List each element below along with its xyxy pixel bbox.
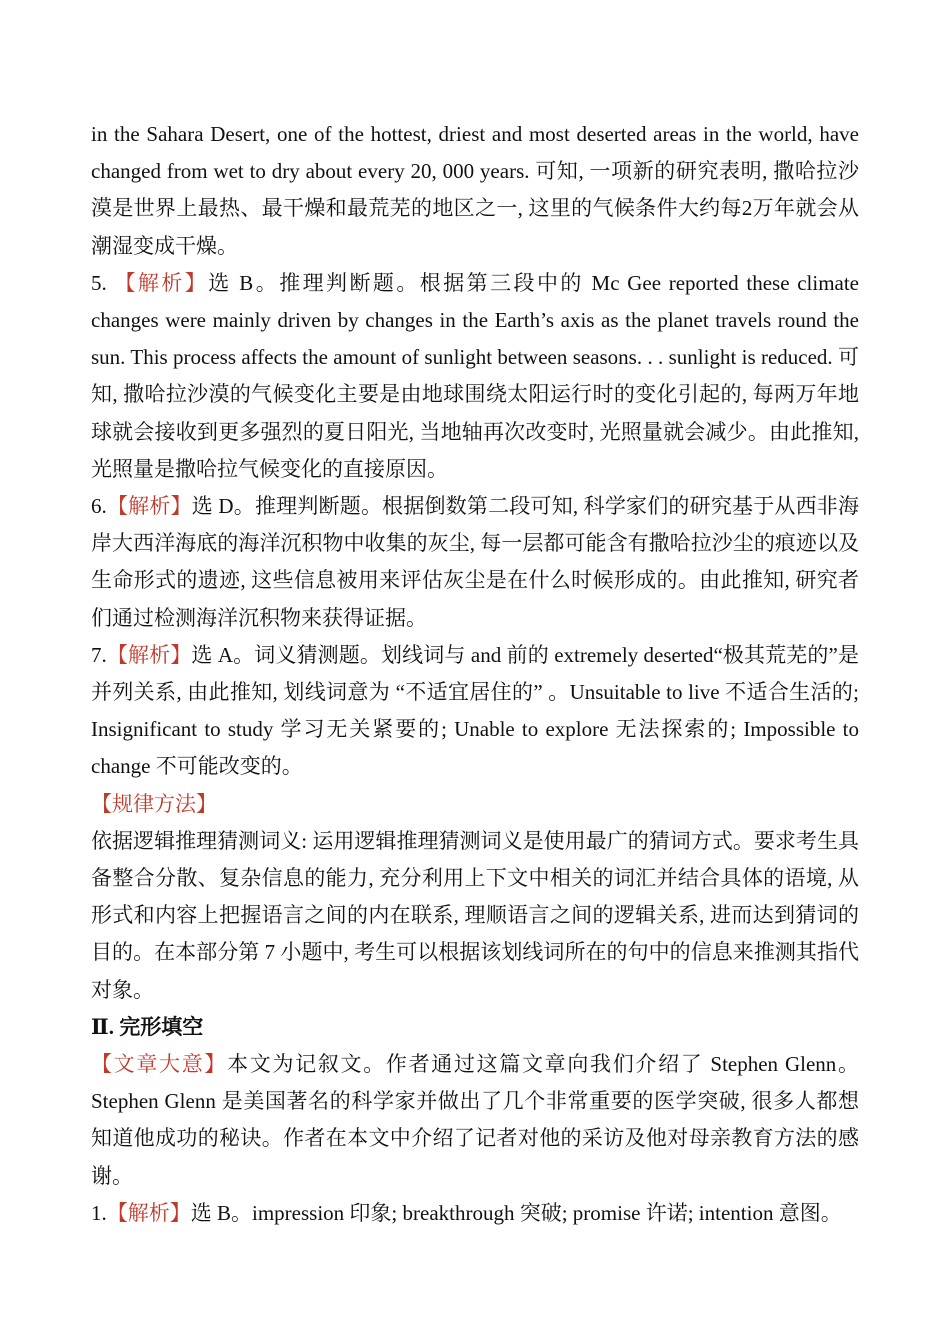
- paragraph-text: 依据逻辑推理猜测词义: 运用逻辑推理猜测词义是使用最广的猜词方式。要求考生具备整合分散、复杂信息的能力, 充分利用上下文中相关的词汇并结合具体的语境, 从形式和内容上把握语言之间的内在联系, 理顺语言之间的逻辑关系, 进而达到猜词的目的。在本部分第 7 小题中, 考生可以根据该划线词所在的句中的信息来推测其指代对象。: [91, 828, 859, 1002]
- analysis-tag: 【解析】: [114, 270, 209, 295]
- paragraph-text: 本文为记叙文。作者通过这篇文章向我们介绍了 Stephen Glenn。Stephen Glenn 是美国著名的科学家并做出了几个非常重要的医学突破, 很多人都想知道他成功的秘诀。作者在本文中介绍了记者对他的采访及他对母亲教育方法的感谢。: [91, 1052, 859, 1188]
- summary-tag: 【文章大意】: [91, 1052, 228, 1077]
- question-number: 7.: [91, 642, 107, 667]
- analysis-tag: 【解析】: [106, 1200, 191, 1225]
- paragraph-text: 选 B。推理判断题。根据第三段中的 Mc Gee reported these climate changes were mainly driven by changes in the Earth’s axis as the planet travels round the sun. This process affects the amount of sunlight between seasons. . . sunlight is reduced. 可知, 撒哈拉沙漠的气候变化主要是由地球围绕太阳运行时的变化引起的, 每两万年地球就会接收到更多强烈的夏日阳光, 当地轴再次改变时, 光照量就会减少。由此推知, 光照量是撒哈拉气候变化的直接原因。: [91, 270, 860, 481]
- paragraph-summary: [91, 1046, 859, 1195]
- question-number: 6.: [91, 494, 107, 519]
- method-heading: [91, 786, 859, 823]
- method-tag: 【规律方法】: [91, 791, 217, 816]
- section-title: Ⅱ. 完形填空: [91, 1014, 204, 1039]
- paragraph-cloze-q1: [91, 1195, 859, 1232]
- paragraph-method: [91, 823, 859, 1009]
- paragraph-q4-continuation: [91, 116, 859, 265]
- analysis-tag: 【解析】: [106, 642, 192, 667]
- question-number: 1.: [91, 1200, 107, 1225]
- document-page: [91, 116, 859, 1232]
- question-number: 5.: [91, 270, 115, 295]
- paragraph-text: 选 A。词义猜测题。划线词与 and 前的 extremely deserted“极其荒芜的”是并列关系, 由此推知, 划线词意为 “不适宜居住的” 。Unsuitable to live 不适合生活的; Insignificant to study 学习无关紧要的; Unable to explore 无法探索的; Impossible to change 不可能改变的。: [91, 642, 859, 779]
- paragraph-q5-analysis: [91, 265, 859, 488]
- paragraph-q7-analysis: [91, 637, 859, 786]
- paragraph-text: 选 D。推理判断题。根据倒数第二段可知, 科学家们的研究基于从西非海岸大西洋海底的海洋沉积物中收集的灰尘, 每一层都可能含有撒哈拉沙尘的痕迹以及生命形式的遗迹, 这些信息被用来评估灰尘是在什么时候形成的。由此推知, 研究者们通过检测海洋沉积物来获得证据。: [91, 494, 860, 630]
- section-heading: [91, 1009, 859, 1046]
- paragraph-text: 选 B。impression 印象; breakthrough 突破; promise 许诺; intention 意图。: [190, 1200, 842, 1225]
- analysis-tag: 【解析】: [106, 494, 192, 519]
- paragraph-q6-analysis: [91, 488, 859, 637]
- paragraph-text: in the Sahara Desert, one of the hottest, driest and most deserted areas in the world, have changed from wet to dry about every 20, 000 years. 可知, 一项新的研究表明, 撒哈拉沙漠是世界上最热、最干燥和最荒芜的地区之一, 这里的气候条件大约每2万年就会从潮湿变成干燥。: [91, 122, 859, 258]
